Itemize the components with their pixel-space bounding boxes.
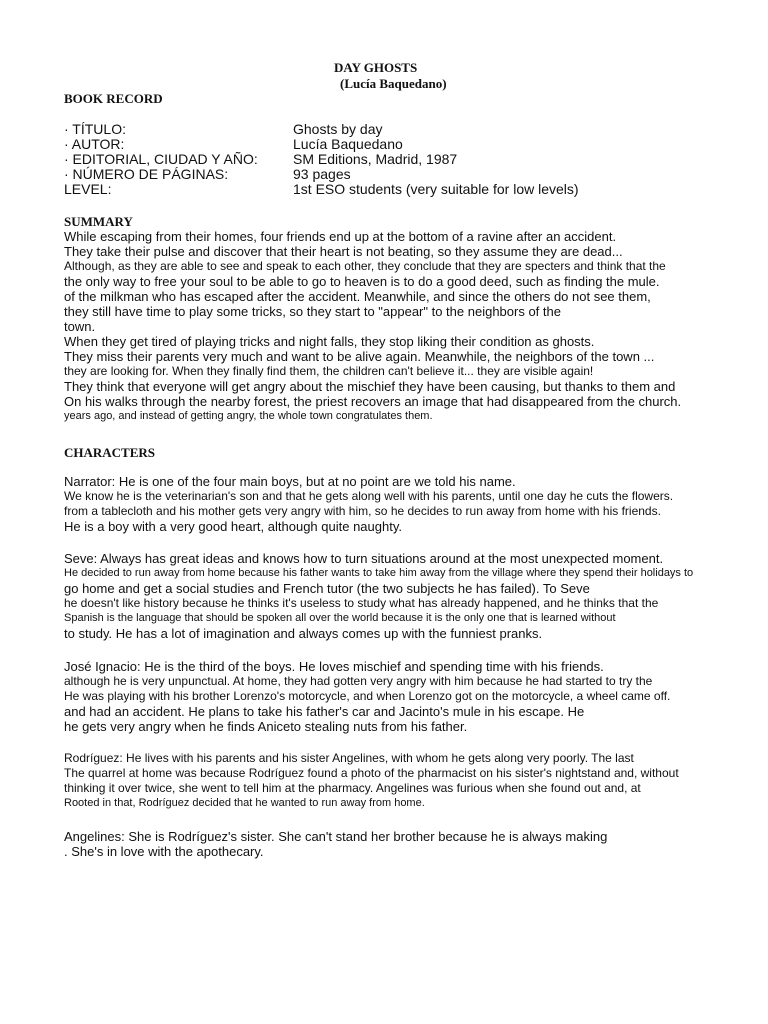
character-line: Angelines: She is Rodríguez's sister. She can't stand her brother because he is always making [64, 829, 608, 844]
character-line: Narrator: He is one of the four main boys, but at no point are we told his name. [64, 474, 516, 489]
record-label: · AUTOR: [64, 136, 125, 152]
character-line: He decided to run away from home because his father wants to take him away from the village where they spend their holidays to [64, 567, 694, 579]
character-line: The quarrel at home was because Rodríguez found a photo of the pharmacist on his sister's nightstand and, without [64, 766, 679, 780]
summary-line: they are looking for. When they finally find them, the children can't believe it... they are visible again! [64, 364, 594, 378]
character-line: to study. He has a lot of imagination and always comes up with the funniest pranks. [64, 626, 543, 641]
summary-line: While escaping from their homes, four friends end up at the bottom of a ravine after an accident. [64, 229, 617, 244]
summary-line: They think that everyone will get angry about the mischief they have been causing, but thanks to them and [64, 379, 676, 394]
record-value: SM Editions, Madrid, 1987 [293, 151, 458, 167]
record-label: LEVEL: [64, 181, 112, 197]
summary-line: When they get tired of playing tricks and night falls, they stop liking their condition as ghosts. [64, 334, 595, 349]
character-line: and had an accident. He plans to take his father's car and Jacinto's mule in his escape. He [64, 704, 585, 719]
record-value: 93 pages [293, 166, 351, 182]
book-title: DAY GHOSTS [334, 60, 418, 75]
record-label: · NÚMERO DE PÁGINAS: [64, 166, 229, 182]
character-line: José Ignacio: He is the third of the boys. He loves mischief and spending time with his friends. [64, 659, 604, 674]
character-line: . She's in love with the apothecary. [64, 844, 264, 859]
character-line: Spanish is the language that should be spoken all over the world because it is the only one that is learned without [64, 612, 616, 624]
summary-line: They miss their parents very much and want to be alive again. Meanwhile, the neighbors of the town ... [64, 349, 655, 364]
summary-line: Although, as they are able to see and speak to each other, they conclude that they are specters and think that the [64, 259, 666, 273]
summary-heading: SUMMARY [64, 214, 133, 229]
summary-line: they still have time to play some tricks, so they start to "appear" to the neighbors of the [64, 304, 561, 319]
character-line: Rodríguez: He lives with his parents and his sister Angelines, with whom he gets along very poorly. The last [64, 751, 634, 765]
record-value: Lucía Baquedano [293, 136, 403, 152]
characters-heading: CHARACTERS [64, 445, 156, 460]
record-value: Ghosts by day [293, 121, 383, 137]
character-narrator [64, 474, 744, 534]
summary-line: They take their pulse and discover that their heart is not beating, so they assume they are dead... [64, 244, 623, 259]
summary-line: town. [64, 319, 96, 334]
character-line: go home and get a social studies and French tutor (the two subjects he has failed). To Seve [64, 581, 590, 596]
character-line: Rooted in that, Rodríguez decided that he wanted to run away from home. [64, 797, 425, 809]
character-rodriguez [64, 751, 744, 811]
character-line: We know he is the veterinarian's son and that he gets along well with his parents, until one day he cuts the flowers. [64, 489, 674, 503]
record-label: · TÍTULO: [64, 121, 126, 137]
book-author: (Lucía Baquedano) [340, 76, 447, 91]
summary-body [64, 229, 744, 424]
summary-line: of the milkman who has escaped after the accident. Meanwhile, and since the others do not see them, [64, 289, 651, 304]
character-line: although he is very unpunctual. At home, they had gotten very angry with him because he had started to try the [64, 674, 653, 688]
character-line: thinking it over twice, she went to tell him at the pharmacy. Angelines was furious when she found out and, at [64, 781, 641, 795]
character-line: he doesn't like history because he thinks it's useless to study what has already happened, and he thinks that the [64, 596, 659, 610]
summary-line: years ago, and instead of getting angry, the whole town congratulates them. [64, 410, 433, 422]
summary-line: the only way to free your soul to be able to go to heaven is to do a good deed, such as finding the mule. [64, 274, 660, 289]
character-line: He is a boy with a very good heart, although quite naughty. [64, 519, 402, 534]
character-jose-ignacio [64, 659, 744, 734]
character-seve [64, 551, 744, 641]
record-label: · EDITORIAL, CIUDAD Y AÑO: [64, 151, 258, 167]
book-record-heading: BOOK RECORD [64, 91, 163, 106]
character-line: He was playing with his brother Lorenzo's motorcycle, and when Lorenzo got on the motorcycle, a wheel came off. [64, 689, 671, 703]
character-line: Seve: Always has great ideas and knows how to turn situations around at the most unexpected moment. [64, 551, 664, 566]
record-value: 1st ESO students (very suitable for low levels) [293, 181, 579, 197]
character-line: he gets very angry when he finds Aniceto stealing nuts from his father. [64, 719, 468, 734]
summary-line: On his walks through the nearby forest, the priest recovers an image that had disappeared from the church. [64, 394, 682, 409]
character-line: from a tablecloth and his mother gets very angry with him, so he decides to run away from home with his friends. [64, 504, 661, 518]
character-angelines [64, 829, 744, 859]
